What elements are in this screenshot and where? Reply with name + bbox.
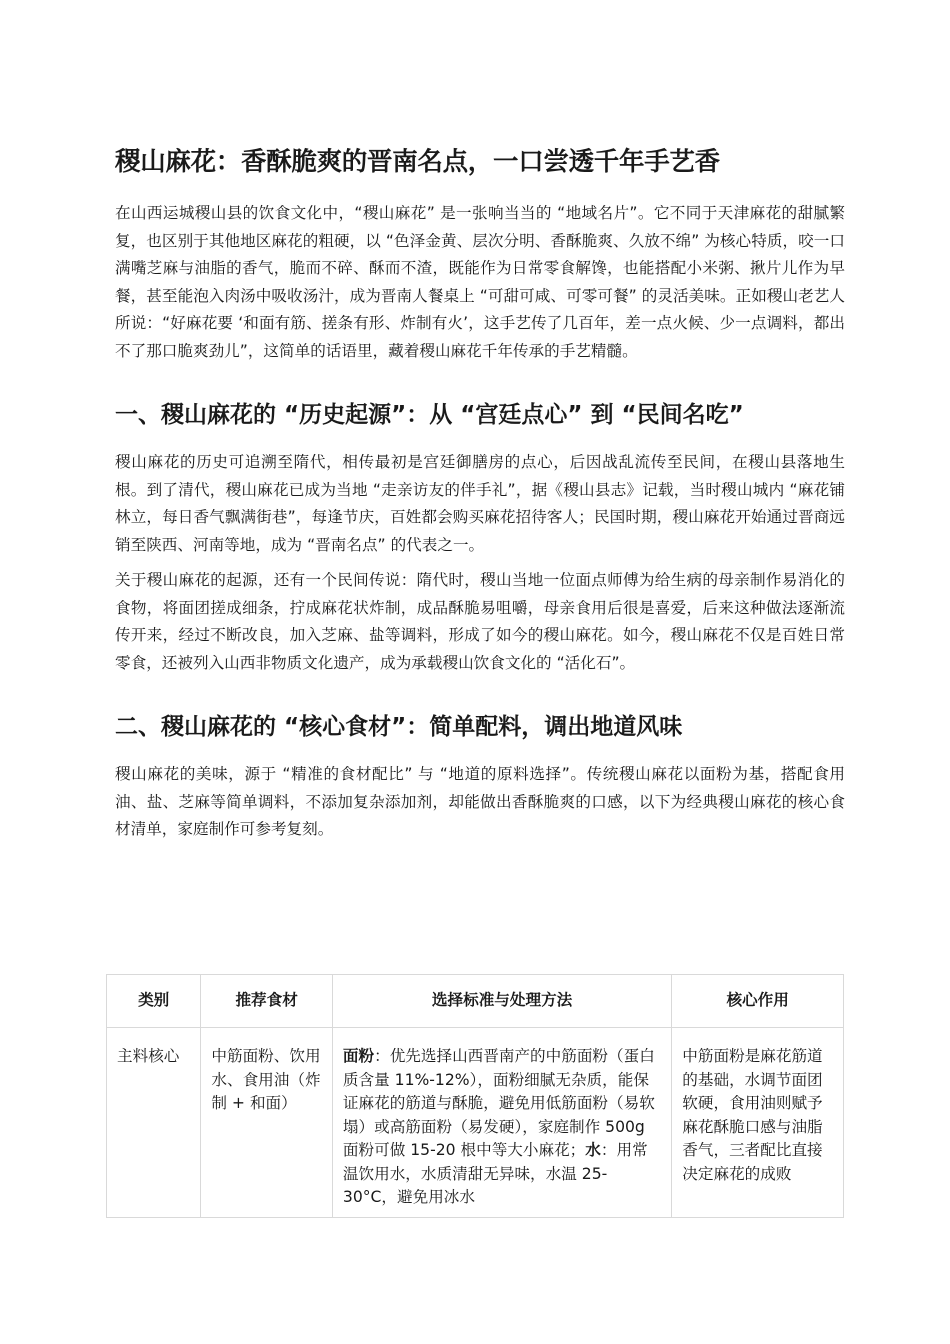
table-row xyxy=(107,1028,844,1218)
section2-paragraph-1: 稷山麻花的美味，源于 “精准的食材配比” 与 “地道的原料选择”。传统稷山麻花以面粉为基，搭配食用油、盐、芝麻等简单调料，不添加复杂添加剂，却能做出香酥脆爽的口感，以下为经典稷山麻花的核心食材清单，家庭制作可参考复刻。 xyxy=(115,765,845,839)
method-label-flour: 面粉 xyxy=(342,1047,375,1065)
table-header-role: 核心作用 xyxy=(672,975,844,1028)
table-header-method: 选择标准与处理方法 xyxy=(332,975,671,1028)
table-header-ingredients: 推荐食材 xyxy=(201,975,333,1028)
cell-role: 中筋面粉是麻花筋道的基础，水调节面团软硬，食用油则赋予麻花酥脆口感与油脂香气，三者配比直接决定麻花的成败 xyxy=(672,1028,844,1218)
intro-paragraph: 在山西运城稷山县的饮食文化中，“稷山麻花” 是一张响当当的 “地域名片”。它不同于天津麻花的甜腻繁复，也区别于其他地区麻花的粗硬，以 “色泽金黄、层次分明、香酥脆爽、久放不绵” 为核心特质，咬一口满嘴芝麻与油脂的香气，脆而不碎、酥而不渣，既能作为日常零食解馋，也能搭配小米粥、揪片儿作为早餐，甚至能泡入肉汤中吸收汤汁，成为晋南人餐桌上 “可甜可咸、可零可餐” 的灵活美味。正如稷山老艺人所说：“好麻花要 ‘和面有筋、搓条有形、炸制有火’，这手艺传了几百年，差一点火候、少一点调料，都出不了那口脆爽劲儿”，这简单的话语里，藏着稷山麻花千年传承的手艺精髓。 xyxy=(115,204,845,360)
cell-category: 主料核心 xyxy=(107,1028,201,1218)
page-title: 稷山麻花：香酥脆爽的晋南名点，一口尝透千年手艺香 xyxy=(115,147,720,177)
section2-heading: 二、稷山麻花的 “核心食材”：简单配料，调出地道风味 xyxy=(115,714,683,741)
method-flour-text: ：优先选择山西晋南产的中筋面粉（蛋白质含量 11%-12%），面粉细腻无杂质，能保证麻花的筋道与酥脆，避免用低筋面粉（易软塌）或高筋面粉（易发硬），家庭制作 500g 面粉可做 15-20 根中等大小麻花； xyxy=(342,1047,655,1159)
table-header-row xyxy=(107,975,844,1028)
section1-paragraph-2: 关于稷山麻花的起源，还有一个民间传说：隋代时，稷山当地一位面点师傅为给生病的母亲制作易消化的食物，将面团搓成细条，拧成麻花状炸制，成品酥脆易咀嚼，母亲食用后很是喜爱，后来这种做法逐渐流传开来，经过不断改良，加入芝麻、盐等调料，形成了如今的稷山麻花。如今，稷山麻花不仅是百姓日常零食，还被列入山西非物质文化遗产，成为承载稷山饮食文化的 “活化石”。 xyxy=(115,571,845,672)
method-water-text: ：用常温饮用水，水质清甜无异味，水温 25-30°C，避免用冰水 xyxy=(342,1141,648,1206)
section1-paragraph-1: 稷山麻花的历史可追溯至隋代，相传最初是宫廷御膳房的点心，后因战乱流传至民间，在稷山县落地生根。到了清代，稷山麻花已成为当地 “走亲访友的伴手礼”，据《稷山县志》记载，当时稷山城内 “麻花铺林立，每日香气飘满街巷”，每逢节庆，百姓都会购买麻花招待客人；民国时期，稷山麻花开始通过晋商远销至陕西、河南等地，成为 “晋南名点” 的代表之一。 xyxy=(115,453,845,554)
method-label-water: 水 xyxy=(585,1141,601,1159)
document-body xyxy=(115,146,845,852)
section1-heading: 一、稷山麻花的 “历史起源”：从 “宫廷点心” 到 “民间名吃” xyxy=(115,402,744,429)
ingredients-table xyxy=(106,974,844,1218)
table-header-category: 类别 xyxy=(107,975,201,1028)
cell-ingredients: 中筋面粉、饮用水、食用油（炸制 + 和面） xyxy=(201,1028,333,1218)
cell-method xyxy=(332,1028,671,1218)
